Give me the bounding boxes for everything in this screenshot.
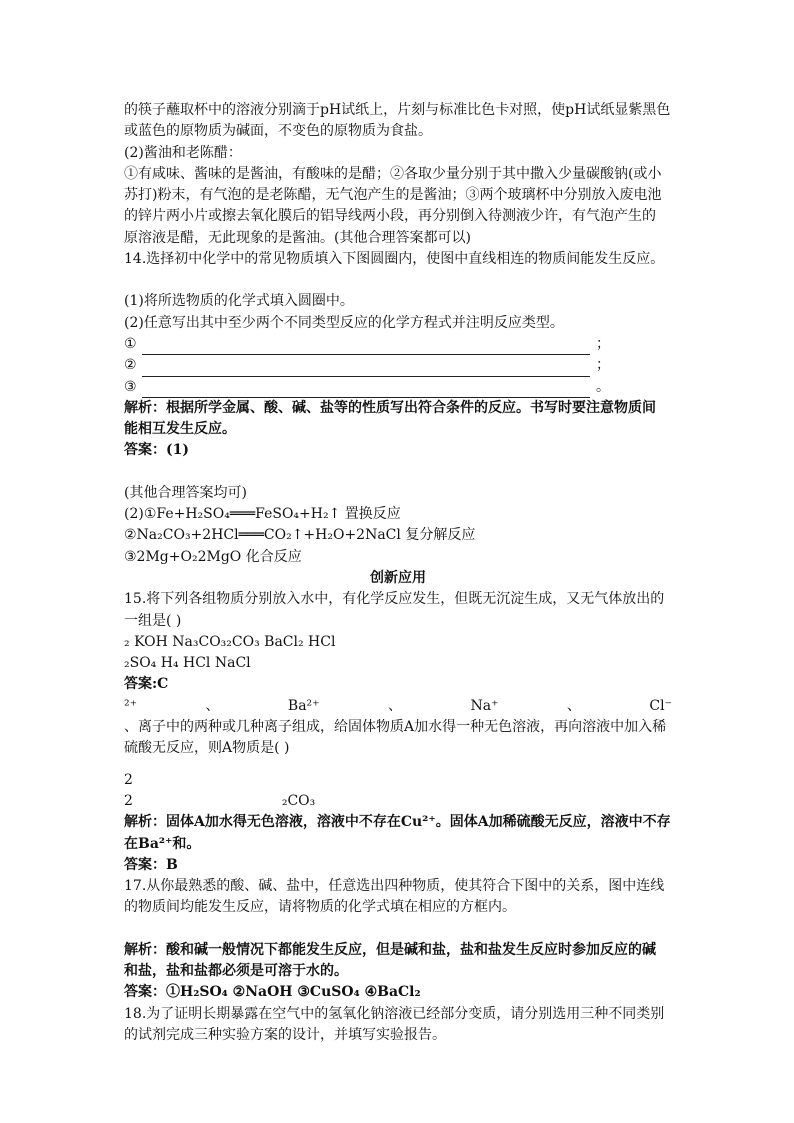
text-line: (其他合理答案均可) [124, 484, 247, 501]
option-a: 2 [124, 771, 133, 788]
blank-end: ； [596, 335, 610, 352]
blank-line[interactable] [142, 383, 590, 398]
text-line: 原溶液是醋，无此现象的是酱油。(其他合理答案都可以) [124, 229, 471, 246]
equation: (2)①Fe+H₂SO₄═══FeSO₄+H₂↑ 置换反应 [124, 506, 401, 523]
figure-placeholder [124, 462, 672, 483]
blank-number: ③ [124, 378, 137, 395]
text-line: (2)任意写出其中至少两个不同类型反应的化学方程式并注明反应类型。 [124, 314, 564, 331]
document-page [124, 100, 672, 1046]
ion: Na⁺ [470, 697, 499, 714]
figure-placeholder [124, 270, 672, 291]
analysis: 解析：酸和碱一般情况下都能发生反应，但是碱和盐，盐和盐发生反应时参加反应的碱 [124, 941, 656, 958]
question-14: 14.选择初中化学中的常见物质填入下图圆圈内，使图中直线相连的物质间能发生反应。 [124, 251, 665, 268]
ion: ²⁺ [124, 697, 138, 714]
text-line: 的筷子蘸取杯中的溶液分别滴于pH试纸上，片刻与标准比色卡对照，使pH试纸显紫黑色 [124, 102, 671, 118]
question-15: 15.将下列各组物质分别放入水中，有化学反应发生，但既无沉淀生成，又无气体放出的 [124, 591, 665, 608]
answer: 答案:C [124, 676, 169, 693]
separator: 、 [388, 697, 403, 714]
text-line: 苏打)粉末，有气泡的是老陈醋，无气泡产生的是酱油；③两个玻璃杯中分别放入废电池 [124, 187, 662, 204]
blank-line[interactable] [142, 362, 590, 377]
figure-placeholder [124, 919, 672, 940]
option-row [124, 791, 672, 812]
option-b: 2 [124, 792, 133, 809]
question-16-ions [124, 696, 672, 717]
text-line: 的试剂完成三种实验方案的设计，并填写实验报告。 [124, 1026, 446, 1043]
text-line: 硫酸无反应，则A物质是( ) [124, 740, 290, 757]
answer-blank-3[interactable] [124, 377, 672, 398]
equation: ③2Mg+O₂2MgO 化合反应 [124, 548, 302, 565]
answer: 答案：B [124, 856, 178, 873]
question-17: 17.从你最熟悉的酸、碱、盐中，任意选出四种物质，使其符合下图中的关系，图中连线 [124, 878, 665, 895]
text-line: 的锌片两小片或擦去氧化膜后的铝导线两小段，再分别倒入待测液少许，有气泡产生的 [124, 208, 656, 225]
text-line: (1)将所选物质的化学式填入圆圈中。 [124, 293, 354, 310]
answer: 答案：(1) [124, 442, 189, 459]
analysis: 解析：固体A加水得无色溶液，溶液中不存在Cu²⁺。固体A加稀硫酸无反应，溶液中不存 [124, 814, 671, 831]
text-line: 一组是( ) [124, 612, 182, 629]
separator: 、 [566, 697, 581, 714]
ion: Cl⁻ [649, 697, 672, 714]
text-line: 的物质间均能发生反应，请将物质的化学式填在相应的方框内。 [124, 899, 516, 916]
analysis: 解析：根据所学金属、酸、碱、盐等的性质写出符合条件的反应。书写时要注意物质间 [124, 399, 656, 416]
text-line: 或蓝色的原物质为碱面，不变色的原物质为食盐。 [124, 123, 432, 140]
option-c: ₂CO₃ [281, 792, 316, 809]
blank-end: 。 [596, 378, 610, 395]
answer-blank-2[interactable] [124, 355, 672, 376]
blank-number: ① [124, 335, 137, 352]
separator: 、 [205, 697, 220, 714]
option-a: ₂ KOH Na₃CO₃₂CO₃ BaCl₂ HCl [124, 633, 336, 650]
answer: 答案：①H₂SO₄ ②NaOH ③CuSO₄ ④BaCl₂ [124, 984, 421, 1001]
answer-blank-1[interactable] [124, 334, 672, 355]
analysis: 和盐，盐和盐都必须是可溶于水的。 [124, 962, 348, 979]
equation: ②Na₂CO₃+2HCl═══CO₂↑+H₂O+2NaCl 复分解反应 [124, 527, 476, 544]
question-18: 18.为了证明长期暴露在空气中的氢氧化钠溶液已经部分变质，请分别选用三种不同类别 [124, 1005, 665, 1022]
analysis: 能相互发生反应。 [124, 421, 236, 438]
blank-end: ； [596, 357, 610, 374]
text-line: 、离子中的两种或几种离子组成，给固体物质A加水得一种无色溶液，再向溶液中加入稀 [124, 719, 667, 736]
text-line: (2)酱油和老陈醋： [124, 144, 242, 161]
blank-line[interactable] [142, 340, 590, 355]
section-title: 创新应用 [370, 569, 426, 586]
option-b: ₂SO₄ H₄ HCl NaCl [124, 655, 251, 672]
blank-number: ② [124, 357, 137, 374]
text-line: ①有咸味、酱味的是酱油，有酸味的是醋；②各取少量分别于其中撒入少量碳酸钠(或小 [124, 165, 662, 182]
spacer [124, 760, 672, 770]
analysis: 在Ba²⁺和。 [124, 835, 201, 852]
ion: Ba²⁺ [287, 697, 320, 714]
